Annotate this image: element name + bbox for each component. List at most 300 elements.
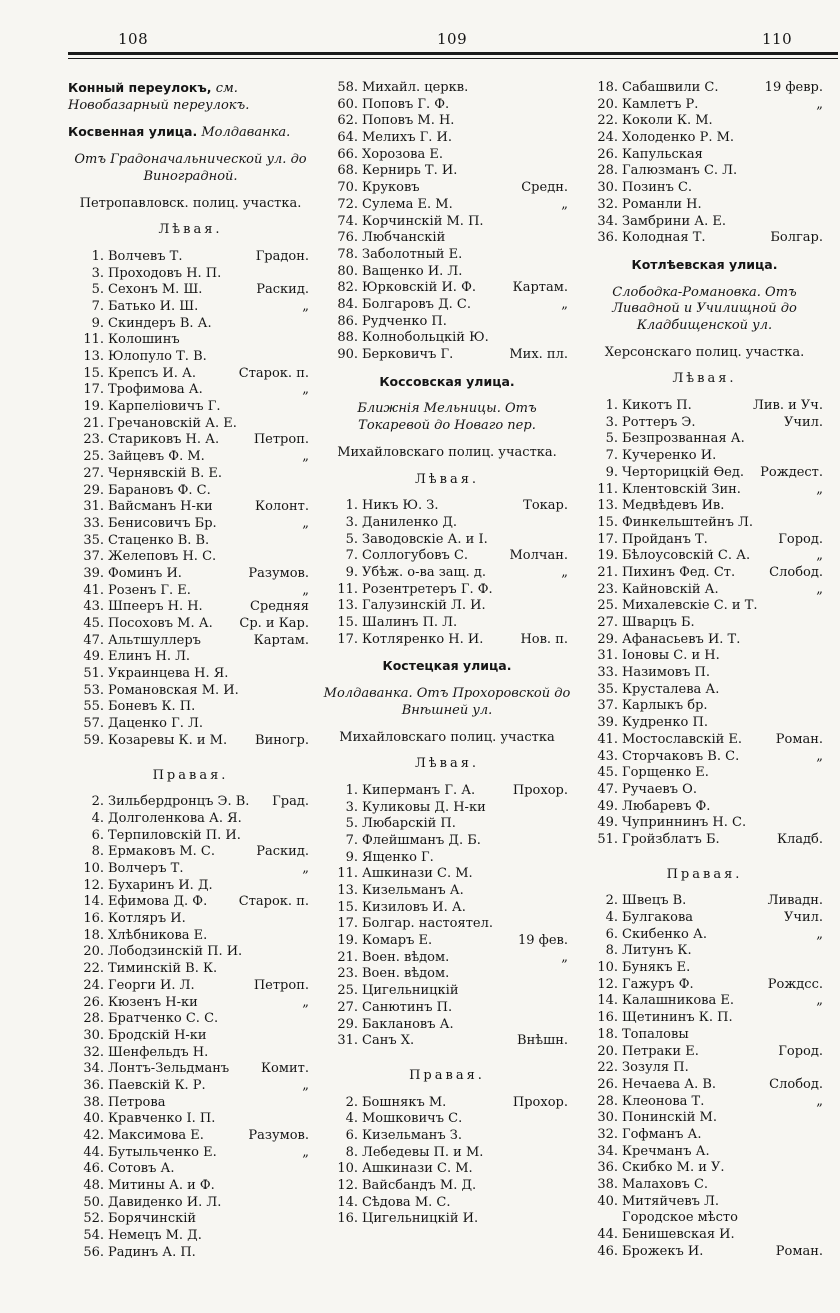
owner-name: Карпеліовичъ Г. — [108, 399, 221, 415]
house-number — [582, 1210, 622, 1227]
list-item — [582, 548, 827, 565]
cross-street — [692, 943, 827, 960]
house-number: 11. — [597, 481, 618, 497]
house-number: 47. — [83, 632, 104, 648]
cross-street — [486, 598, 572, 615]
cross-street — [695, 615, 827, 632]
owner-name: Брожекъ И. — [622, 1243, 704, 1259]
house-number: 3. — [91, 265, 104, 281]
house-number: 5. — [91, 282, 104, 298]
police-precinct: Петропавловск. полиц. участка. — [79, 195, 302, 211]
house-number: 88. — [337, 330, 358, 346]
list-item — [582, 1010, 827, 1027]
owner-name: Галюзманъ С. Л. — [622, 163, 738, 179]
house-number: 64. — [337, 130, 358, 146]
owner-name: Пихинъ Фед. Ст. — [622, 564, 736, 580]
house-number: 28. — [597, 163, 618, 179]
list-item — [582, 815, 827, 832]
street-route: Молдаванка. Отъ Прохоровской до Внѣшней ул. — [323, 686, 571, 718]
cross-street — [454, 1017, 572, 1034]
cross-street — [466, 900, 572, 917]
owner-name: Мошковичъ С. — [362, 1111, 463, 1127]
house-number: 3. — [345, 514, 358, 530]
house-number: 28. — [83, 1011, 104, 1027]
cross-street — [758, 598, 827, 615]
list-item — [582, 498, 827, 515]
owner-name: Кернирь Т. И. — [362, 163, 458, 179]
street-name: Конный переулокъ, — [68, 80, 212, 95]
owner-name: Гройзблатъ Б. — [622, 831, 720, 847]
cross-street — [725, 1160, 827, 1177]
house-number: 55. — [83, 699, 104, 715]
house-number: 21. — [597, 564, 618, 580]
list-item — [68, 1061, 313, 1078]
list-item — [582, 732, 827, 749]
owner-name: Ручаевъ О. — [622, 781, 697, 797]
cross-street — [216, 549, 313, 566]
list-item — [582, 398, 827, 415]
cross-street: „ — [816, 548, 823, 564]
cross-street — [746, 815, 827, 832]
owner-name: Шварцъ Б. — [622, 615, 695, 631]
house-number: 36. — [83, 1077, 104, 1093]
owner-name: Посоховъ М. А. — [108, 616, 213, 632]
cross-street: Виногр. — [255, 732, 309, 748]
house-number: 16. — [597, 1010, 618, 1026]
house-number: 56. — [83, 1244, 104, 1260]
owner-name: Бенисовичъ Бр. — [108, 515, 217, 531]
owner-name: Вайсманъ Н-ки — [108, 499, 213, 515]
spacer — [582, 883, 827, 893]
owner-name: Зозуля П. — [622, 1060, 689, 1076]
header-rule-thick — [68, 52, 838, 55]
list-item — [68, 1011, 313, 1028]
owner-name: Розенъ Г. Е. — [108, 582, 191, 598]
owner-name: Стариковъ Н. А. — [108, 432, 220, 448]
owner-name: Никъ Ю. З. — [362, 498, 439, 514]
list-item — [322, 180, 572, 197]
list-item — [582, 632, 827, 649]
cross-street — [468, 80, 572, 97]
cross-street — [186, 911, 313, 928]
cross-street: Слобод. — [769, 564, 823, 580]
list-item — [322, 1017, 572, 1034]
owner-name: Черторицкій Ѳед. — [622, 464, 744, 480]
list-item — [322, 1211, 572, 1228]
owner-name: Сабашвили С. — [622, 80, 719, 95]
list-item — [582, 582, 827, 599]
list-item — [322, 280, 572, 297]
house-number: 22. — [597, 1060, 618, 1076]
cross-street — [450, 1195, 572, 1212]
house-number: 15. — [597, 514, 618, 530]
owner-name: Шалинъ П. Л. — [362, 615, 458, 631]
house-number: 4. — [345, 1111, 358, 1127]
house-number: 20. — [597, 96, 618, 112]
list-item — [68, 699, 313, 716]
cross-street — [445, 230, 572, 247]
cross-street — [449, 966, 572, 983]
header-rule-thin — [68, 58, 838, 59]
cross-street: „ — [561, 564, 568, 580]
owner-name: Украинцева Н. Я. — [108, 666, 229, 682]
owner-name: Круковъ — [362, 180, 420, 196]
list-item — [582, 1194, 827, 1211]
house-number: 39. — [597, 715, 618, 731]
owner-name: Лободзинскій П. И. — [108, 944, 243, 960]
list-item — [582, 910, 827, 927]
cross-street — [708, 698, 827, 715]
cross-street — [452, 130, 572, 147]
list-item — [68, 1195, 313, 1212]
owner-name: Булгакова — [622, 910, 694, 926]
cross-street: Роман. — [775, 731, 823, 747]
spacer — [322, 720, 572, 730]
house-number: 11. — [83, 332, 104, 348]
list-item — [68, 928, 313, 945]
cross-street — [710, 665, 827, 682]
cross-street — [753, 515, 827, 532]
owner-name: Понинскій М. — [622, 1110, 717, 1126]
house-number: 49. — [83, 649, 104, 665]
cross-street — [473, 866, 572, 883]
house-number: 80. — [337, 263, 358, 279]
owner-name: Елинъ Н. Л. — [108, 649, 191, 665]
cross-street — [202, 1228, 313, 1245]
owner-name: Лебедевы П. и М. — [362, 1144, 484, 1160]
spacer — [68, 142, 313, 152]
house-number: 8. — [91, 844, 104, 860]
list-item — [322, 1145, 572, 1162]
house-number: 17. — [337, 916, 358, 932]
list-item — [322, 900, 572, 917]
owner-name: Соллогубовъ С. — [362, 548, 469, 564]
cross-street: Мих. пл. — [509, 347, 568, 362]
house-number: 28. — [597, 1093, 618, 1109]
owner-name: Нечаева А. В. — [622, 1076, 717, 1092]
street-side-heading: Правая. — [152, 767, 229, 783]
house-number: 9. — [605, 464, 618, 480]
cross-street — [483, 1145, 572, 1162]
cross-street — [462, 1111, 572, 1128]
spacer — [322, 676, 572, 686]
list-item — [68, 1111, 313, 1128]
owner-name: Сторчаковъ В. С. — [622, 748, 740, 764]
owner-name: Радинъ А. П. — [108, 1244, 196, 1260]
list-item — [322, 1033, 572, 1050]
cross-street — [735, 1227, 827, 1244]
house-number: 45. — [83, 616, 104, 632]
cross-street — [203, 716, 313, 733]
owner-name: Позинъ С. — [622, 180, 693, 196]
house-number: 78. — [337, 246, 358, 262]
list-item — [582, 648, 827, 665]
police-precinct: Херсонскаго полиц. участка. — [604, 344, 805, 360]
cross-street — [710, 799, 827, 816]
cross-street — [692, 180, 827, 197]
cross-street — [719, 682, 827, 699]
house-number: 32. — [597, 196, 618, 212]
cross-street — [447, 314, 572, 331]
house-number: 1. — [91, 248, 104, 264]
house-number: 15. — [83, 365, 104, 381]
list-item — [322, 565, 572, 582]
list-item — [68, 811, 313, 828]
street-side-heading: Лѣвая. — [158, 222, 223, 238]
owner-name: Любаревъ Ф. — [622, 798, 711, 814]
street-side-heading: Лѣвая. — [414, 471, 480, 487]
list-item — [582, 80, 827, 97]
cross-street — [456, 816, 572, 833]
list-item — [582, 163, 827, 180]
house-number: 30. — [83, 1027, 104, 1043]
house-number: 59. — [83, 732, 104, 748]
cross-street — [710, 1144, 827, 1161]
owner-name: Юлопуло Т. В. — [108, 349, 207, 365]
list-item — [322, 113, 572, 130]
owner-name: Шпееръ Н. Н. — [108, 599, 203, 615]
list-item — [68, 349, 313, 366]
owner-name: Котляръ И. — [108, 911, 186, 927]
owner-name: Цигельницкій — [362, 983, 459, 999]
cross-street — [702, 197, 827, 214]
spacer — [322, 364, 572, 374]
spacer — [68, 212, 313, 222]
house-number: 54. — [83, 1228, 104, 1244]
cross-street: „ — [302, 861, 309, 876]
list-item — [582, 1144, 827, 1161]
street-side-heading: Лѣвая. — [414, 756, 480, 772]
list-item — [322, 983, 572, 1000]
list-item — [68, 878, 313, 895]
owner-name: Стаценко В. В. — [108, 532, 210, 548]
owner-name: Зильбердронцъ Э. В. — [108, 794, 250, 810]
owner-name: Даниленко Д. — [362, 514, 458, 530]
owner-name: Назимовъ П. — [622, 665, 710, 681]
house-number: 17. — [83, 382, 104, 398]
house-number: 9. — [91, 315, 104, 331]
street-route: Слободка-Романовка. Отъ Ливадной и Училищной до Кладбищенской ул. — [612, 284, 797, 333]
owner-name: Карлыкъ бр. — [622, 698, 708, 714]
owner-name: Берковичъ Г. — [362, 347, 454, 362]
list-item — [322, 1111, 572, 1128]
list-item — [68, 1045, 313, 1062]
list-item — [582, 431, 827, 448]
owner-name: Михалевскіе С. и Т. — [622, 598, 758, 614]
owner-name: Ашкинази С. М. — [362, 1161, 473, 1177]
street-heading — [582, 257, 827, 275]
cross-street: Старок. п. — [238, 894, 309, 910]
list-item — [582, 1127, 827, 1144]
police-precinct: Михайловскаго полиц. участка. — [337, 444, 557, 460]
list-item — [322, 883, 572, 900]
spacer — [582, 275, 827, 285]
cross-street — [703, 147, 827, 164]
house-number: 11. — [337, 581, 358, 597]
house-number: 30. — [597, 1110, 618, 1126]
spacer — [322, 746, 572, 756]
cross-street: Нов. п. — [520, 631, 568, 647]
list-item — [582, 465, 827, 482]
cross-street: Рождсс. — [767, 976, 823, 992]
house-number: 27. — [83, 465, 104, 481]
cross-street — [449, 97, 572, 114]
list-item — [68, 1095, 313, 1112]
cross-street: Роман. — [775, 1243, 823, 1259]
house-number: 3. — [605, 414, 618, 430]
spacer — [582, 335, 827, 345]
cross-street — [196, 1211, 313, 1228]
house-number: 2. — [605, 893, 618, 909]
house-number: 49. — [597, 798, 618, 814]
cross-street: 19 февр. — [764, 80, 823, 95]
owner-name: Паевскій К. Р. — [108, 1077, 206, 1093]
house-number: 20. — [83, 944, 104, 960]
list-item — [582, 1244, 827, 1261]
cross-street — [452, 1000, 572, 1017]
owner-name: Любарскій П. — [362, 816, 456, 832]
street-name: Коссовская улица. — [379, 373, 515, 389]
list-item — [582, 993, 827, 1010]
spacer — [322, 488, 572, 498]
cross-street — [242, 811, 313, 828]
cross-street: Ливадн. — [767, 893, 823, 909]
owner-name: Колодная Т. — [622, 230, 706, 246]
owner-name: Кизельманъ А. — [362, 883, 464, 899]
list-item — [68, 828, 313, 845]
cross-street — [222, 466, 313, 483]
owner-name: Кречманъ А. — [622, 1143, 710, 1159]
list-item — [582, 832, 827, 849]
list-item — [68, 1178, 313, 1195]
cross-street — [462, 1128, 572, 1145]
owner-name: Юрковскій И. Ф. — [362, 280, 476, 296]
owner-name: Сехонъ М. Ш. — [108, 282, 203, 298]
house-number: 27. — [337, 999, 358, 1015]
cross-street: „ — [302, 1144, 309, 1160]
street-side-heading: Лѣвая. — [672, 371, 737, 387]
house-number: 29. — [83, 482, 104, 498]
house-number: 43. — [597, 748, 618, 764]
list-item — [322, 314, 572, 331]
owner-name: Мостославскій Е. — [622, 731, 743, 747]
house-number: 13. — [83, 349, 104, 365]
cross-street: Старок. п. — [238, 365, 309, 381]
owner-name: Бутыльченко Е. — [108, 1144, 217, 1160]
house-number: 29. — [597, 631, 618, 647]
house-number: 32. — [83, 1044, 104, 1060]
house-number: 23. — [597, 581, 618, 597]
house-number: 45. — [597, 765, 618, 781]
house-number: 1. — [345, 782, 358, 798]
cross-street — [745, 431, 827, 448]
list-item — [322, 214, 572, 231]
street-heading — [322, 658, 572, 676]
cross-street — [488, 532, 572, 549]
house-number: 25. — [337, 983, 358, 999]
cross-street: „ — [561, 296, 568, 312]
cross-street — [740, 632, 827, 649]
cross-street — [213, 878, 313, 895]
list-item — [68, 683, 313, 700]
owner-name: Замбрини А. Е. — [622, 213, 726, 229]
house-number: 7. — [91, 298, 104, 314]
owner-name: Митяйчевъ Л. — [622, 1193, 720, 1209]
owner-name: Киперманъ Г. А. — [362, 782, 476, 798]
owner-name: Митины А. и Ф. — [108, 1178, 215, 1194]
spacer — [322, 435, 572, 445]
owner-name: Кайновскій А. — [622, 581, 719, 597]
list-item — [582, 799, 827, 816]
list-item — [322, 97, 572, 114]
cross-street — [180, 332, 313, 349]
cross-street: „ — [816, 993, 823, 1009]
owner-name: Лонтъ-Зельдманъ — [108, 1061, 230, 1077]
house-number: 23. — [83, 432, 104, 448]
cross-street: Прохор. — [512, 1094, 568, 1110]
cross-street: Лив. и Уч. — [752, 398, 823, 414]
house-number: 25. — [83, 449, 104, 465]
list-item — [582, 1060, 827, 1077]
list-item — [322, 532, 572, 549]
owner-name: Бенишевская И. — [622, 1227, 735, 1243]
owner-name: Гречановскій А. Е. — [108, 415, 237, 431]
street-side-heading: Правая. — [409, 1067, 485, 1083]
owner-name: Афанасьевъ И. Т. — [622, 631, 741, 647]
owner-name: Ермаковъ М. С. — [108, 844, 216, 860]
house-number: 74. — [337, 213, 358, 229]
cross-street: „ — [302, 515, 309, 531]
owner-name: Кудренко П. — [622, 715, 708, 731]
owner-name: Роттеръ Э. — [622, 414, 696, 430]
cross-street: Град. — [272, 794, 309, 810]
house-number: 82. — [337, 280, 358, 296]
owner-name: Холоденко Р. М. — [622, 130, 735, 146]
cross-street — [215, 1111, 313, 1128]
street-name: Косвенная улица. — [68, 124, 198, 140]
house-number: 14. — [83, 894, 104, 910]
cross-street: Разумов. — [248, 1128, 309, 1143]
owner-name: Гажуръ Ф. — [622, 976, 694, 992]
house-number: 58. — [337, 80, 358, 95]
cross-street: Учил. — [783, 414, 823, 430]
list-item — [582, 180, 827, 197]
street-name: Котлѣевская улица. — [631, 256, 778, 272]
house-number: 60. — [337, 96, 358, 112]
cross-street — [481, 833, 572, 850]
cross-street: Раскид. — [256, 282, 309, 298]
list-item — [68, 549, 313, 566]
cross-street — [690, 960, 827, 977]
owner-name: Камлетъ Р. — [622, 96, 699, 112]
street-heading — [322, 374, 572, 392]
cross-street — [478, 1211, 572, 1228]
owner-name: Баклановъ А. — [362, 1016, 454, 1032]
list-item — [582, 415, 827, 432]
list-item — [68, 249, 313, 266]
list-item — [582, 197, 827, 214]
list-item — [322, 247, 572, 264]
house-number: 26. — [597, 146, 618, 162]
list-item — [322, 163, 572, 180]
house-number: 48. — [83, 1178, 104, 1194]
owner-name: Братченко С. С. — [108, 1011, 219, 1027]
cross-street: Учил. — [783, 910, 823, 926]
cross-street — [733, 1010, 827, 1027]
list-item — [68, 332, 313, 349]
list-item — [68, 499, 313, 516]
street-route: Отъ Градоначальнической ул. до Виноградной. — [74, 152, 307, 184]
